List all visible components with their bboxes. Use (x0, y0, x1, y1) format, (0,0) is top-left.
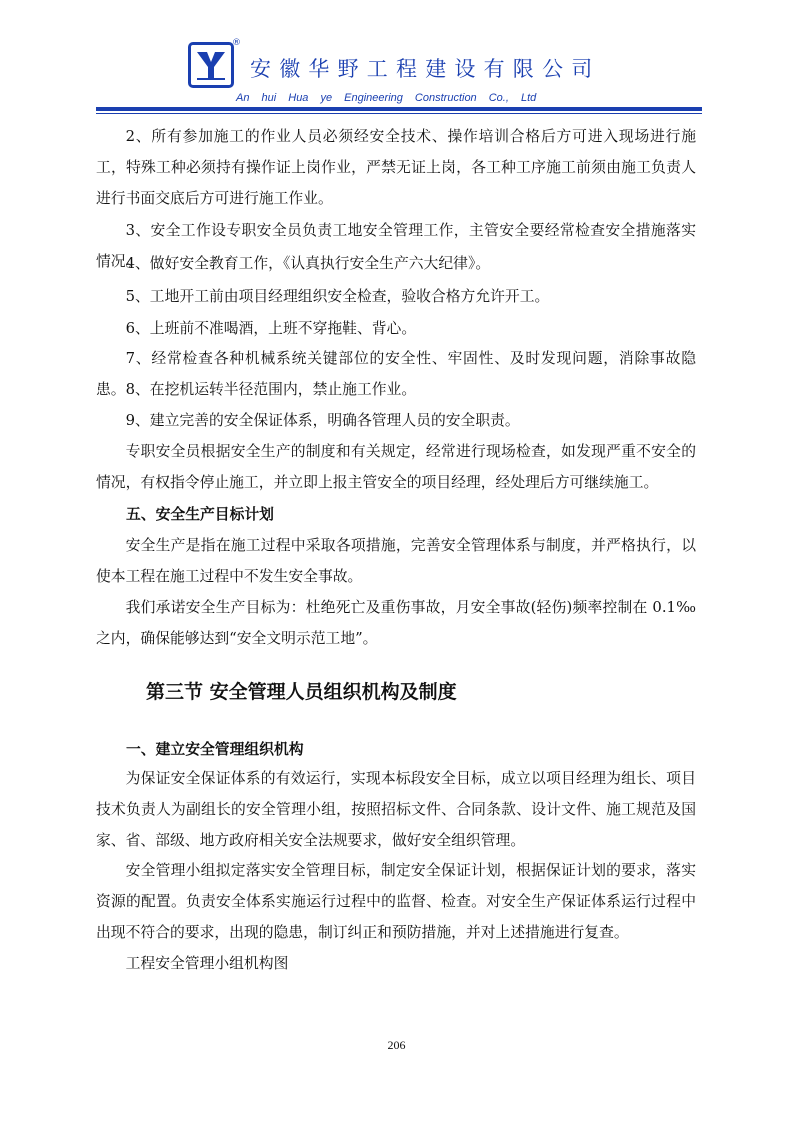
paragraph-item-9: 9、建立完善的安全保证体系，明确各管理人员的安全职责。 (125, 412, 520, 429)
heading-safety-goal-plan: 五、安全生产目标计划 (126, 506, 274, 523)
paragraph-safety-commitment: 我们承诺安全生产目标为：杜绝死亡及重伤事故，月安全事故(轻伤)频率控制在 0.1‰之内，确保能够达到“安全文明示范工地”。 (96, 599, 696, 647)
paragraph-item-5: 5、工地开工前由项目经理组织安全检查，验收合格方允许开工。 (125, 288, 550, 305)
registered-mark: ® (232, 38, 241, 48)
paragraph-item-3: 3、安全工作设专职安全员负责工地安全管理工作，主管安全要经常检查安全措施落实情况。 (96, 222, 696, 270)
heading-establish-organization: 一、建立安全管理组织机构 (126, 741, 304, 758)
section-title: 第三节 安全管理人员组织机构及制度 (146, 681, 457, 703)
paragraph-organization: 为保证安全保证体系的有效运行，实现本标段安全目标，成立以项目经理为组长、项目技术负责人为副组长的安全管理小组，按照招标文件、合同条款、设计文件、施工规范及国家、省、部级、地方政府相关安全法规要求，做好安全组织管理。 (96, 770, 696, 849)
company-logo (188, 42, 234, 88)
header-rule-thick (96, 107, 702, 111)
page-number: 206 (387, 1038, 406, 1052)
company-name-english: An hui Hua ye Engineering Construction Co., Ltd (236, 92, 537, 104)
paragraph-item-7: 7、经常检查各种机械系统关键部位的安全性、牢固性、及时发现问题，消除事故隐患。 (96, 350, 696, 398)
paragraph-management-group: 安全管理小组拟定落实安全管理目标，制定安全保证计划，根据保证计划的要求，落实资源的配置。负责安全体系实施运行过程中的监督、检查。对安全生产保证体系运行过程中出现不符合的要求，出现的隐患，制订纠正和预防措施，并对上述措施进行复查。 (96, 862, 696, 941)
paragraph-safety-officer: 专职安全员根据安全生产的制度和有关规定，经常进行现场检查，如发现严重不安全的情况，有权指令停止施工，并立即上报主管安全的项目经理，经处理后方可继续施工。 (96, 443, 696, 491)
letterhead (0, 0, 793, 122)
company-name-chinese: 安徽华野工程建设有限公司 (250, 57, 601, 81)
paragraph-item-8: 8、在挖机运转半径范围内，禁止施工作业。 (125, 381, 417, 398)
logo-y-emblem-icon (194, 48, 228, 82)
paragraph-item-2: 2、所有参加施工的作业人员必须经安全技术、操作培训合格后方可进入现场进行施工，特殊工种必须持有操作证上岗作业，严禁无证上岗，各工种工序施工前须由施工负责人进行书面交底后方可进行施工作业。 (96, 128, 696, 207)
paragraph-org-chart-caption: 工程安全管理小组机构图 (125, 955, 289, 972)
paragraph-safety-definition: 安全生产是指在施工过程中采取各项措施，完善安全管理体系与制度，并严格执行，以使本工程在施工过程中不发生安全事故。 (96, 537, 696, 585)
header-rule-thin (96, 113, 702, 114)
paragraph-item-4: 4、做好安全教育工作，《认真执行安全生产六大纪律》。 (125, 255, 491, 272)
paragraph-item-6: 6、上班前不准喝酒，上班不穿拖鞋、背心。 (125, 320, 417, 337)
